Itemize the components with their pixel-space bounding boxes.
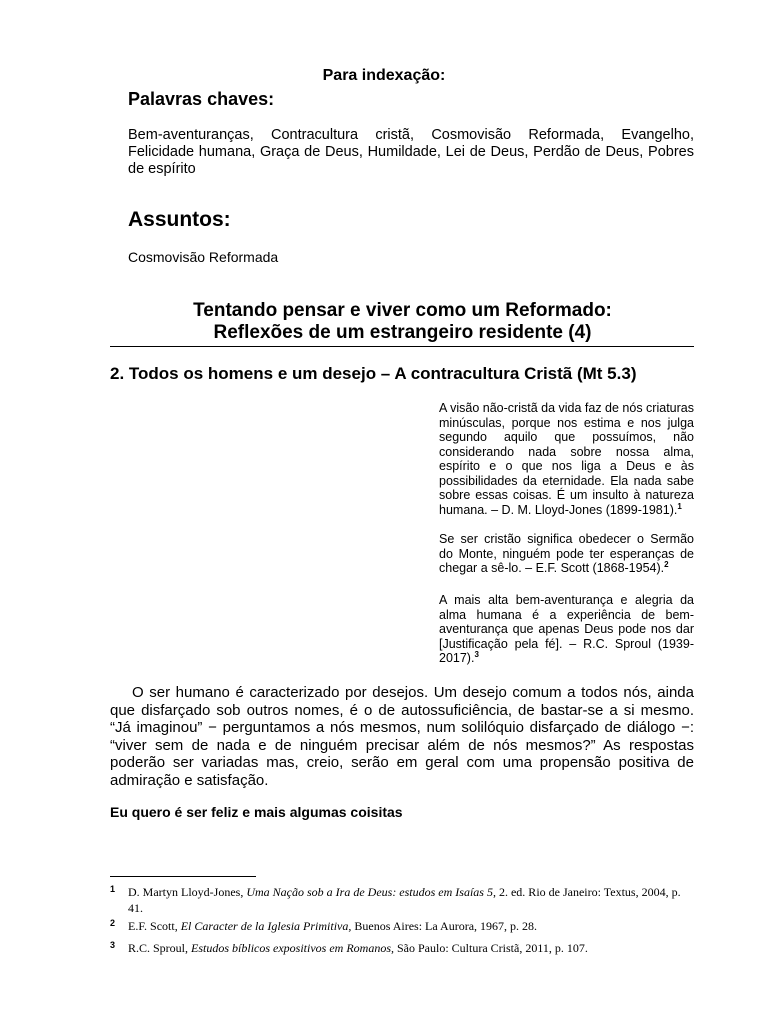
footnote-ref[interactable]: 2 [664, 559, 669, 569]
quote-text: Se ser cristão significa obedecer o Sermão do Monte, ninguém pode ter esperanças de chegar a sê-lo. – E.F. Scott (1868-1954). [439, 532, 694, 575]
body-paragraph-text: O ser humano é caracterizado por desejos. Um desejo comum a todos nós, ainda que disfarçado sob outros nomes, é o de autossuficiência, de bastar-se a si mesmo. “Já imaginou” − perguntamos a nós mesmos, num solilóquio disfarçado de diálogo −: “viver sem de nada e de ninguém precisar além de nós mesmos?” As respostas poderão ser variadas mas, creio, serão em geral com uma propensão positiva de admiração e satisfação. [110, 684, 694, 789]
epigraph-quote [439, 532, 694, 576]
keywords-heading: Palavras chaves: [128, 89, 275, 109]
quote-text: A visão não-cristã da vida faz de nós criaturas minúsculas, porque nos estima e nos julga segundo aquilo que possuímos, não considerando nada sobre nossa alma, espírito e o que nos liga a Deus e às possibilidades da eternidade. Ela nada sabe sobre essas coisas. É um insulto à natureza humana. – D. M. Lloyd-Jones (1899-1981). [439, 401, 694, 517]
article-title-line2: Reflexões de um estrangeiro residente (4) [213, 322, 592, 343]
subjects-text: Cosmovisão Reformada [128, 249, 279, 265]
indexing-title: Para indexação: [322, 67, 446, 84]
section-title: 2. Todos os homens e um desejo – A contracultura Cristã (Mt 5.3) [110, 364, 637, 383]
footnote-number: 2 [110, 918, 116, 928]
quote-text: A mais alta bem-aventurança e alegria da alma humana é a experiência de bem-aventurança que apenas Deus pode nos dar [Justificação pela fé]. – R.C. Sproul (1939-2017). [439, 593, 694, 665]
footnote [110, 940, 694, 956]
footnote-title: El Caracter de la Iglesia Primitiva, [180, 919, 352, 933]
article-title-line1: Tentando pensar e viver como um Reformado: [193, 300, 612, 321]
epigraph-quote [439, 401, 694, 517]
title-divider [110, 346, 694, 347]
footnote-number: 3 [110, 940, 116, 950]
article-title [110, 300, 695, 344]
footnote-divider [110, 876, 256, 877]
subjects-heading: Assuntos: [128, 208, 231, 231]
subheading: Eu quero é ser feliz e mais algumas coisitas [110, 804, 403, 820]
body-paragraph [110, 684, 694, 790]
footnote-text: D. Martyn Lloyd-Jones, [128, 885, 247, 899]
footnote-text: E.F. Scott, [128, 919, 181, 933]
footnote-number: 1 [110, 884, 116, 894]
keywords-text: Bem-aventuranças, Contracultura cristã, Cosmovisão Reformada, Evangelho, Felicidade humana, Graça de Deus, Humildade, Lei de Deus, Perdão de Deus, Pobres de espírito [128, 127, 694, 177]
footnote-text: R.C. Sproul, [128, 941, 192, 955]
epigraph-quote [439, 593, 694, 666]
footnote-title: Uma Nação sob a Ira de Deus: estudos em Isaías 5 [246, 885, 493, 899]
footnote-text: Buenos Aires: La Aurora, 1967, p. 28. [351, 919, 538, 933]
footnote-text: , 2. ed. Rio de Janeiro: Textus, 2004, p. 41. [128, 885, 681, 915]
footnote-ref[interactable]: 3 [474, 649, 479, 659]
footnote-title: Estudos bíblicos expositivos em Romanos, [191, 941, 394, 955]
footnote-ref[interactable]: 1 [677, 501, 682, 511]
footnote [110, 884, 694, 916]
footnote [110, 918, 694, 934]
footnote-text: São Paulo: Cultura Cristã, 2011, p. 107. [394, 941, 588, 955]
